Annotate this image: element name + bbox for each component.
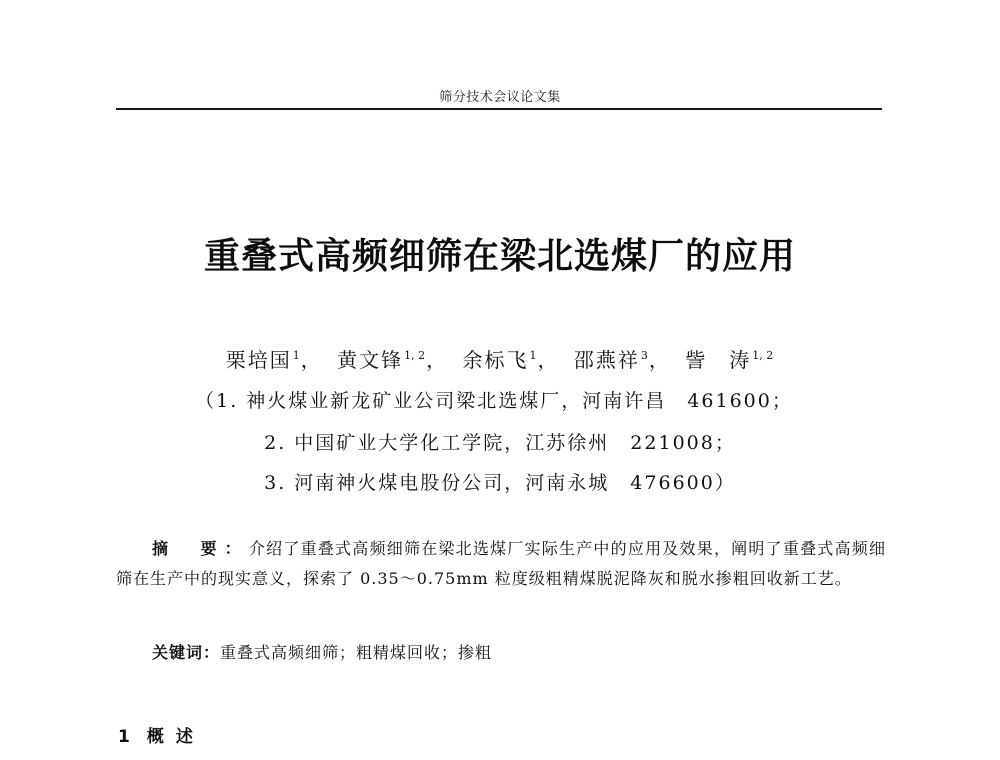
section-number: 1 <box>118 727 131 747</box>
author-name: 訾 涛 <box>685 348 752 372</box>
author-list <box>0 344 1000 373</box>
author-affiliation-mark: 1, 2 <box>752 349 774 363</box>
abstract-text: 介绍了重叠式高频细筛在梁北选煤厂实际生产中的应用及效果，阐明了重叠式高频细筛在生产中的现实意义，探索了 0.35～0.75mm 粒度级粗精煤脱泥降灰和脱水掺粗回收新工艺。 <box>116 539 886 588</box>
abstract-block <box>116 534 886 594</box>
header-rule <box>116 108 882 110</box>
author-affiliation-mark: 1 <box>529 349 537 363</box>
paper-title: 重叠式高频细筛在梁北选煤厂的应用 <box>203 236 796 277</box>
author-separator: ， <box>537 348 560 372</box>
section-title: 概述 <box>146 727 205 747</box>
author-separator: ， <box>426 348 449 372</box>
author-affiliation-mark: 1 <box>292 349 300 363</box>
author-name: 黄文锋 <box>337 348 404 372</box>
keywords-label: 关键词： <box>152 643 221 662</box>
affiliation-2 <box>0 428 1000 455</box>
author-affiliation-mark: 3 <box>640 349 648 363</box>
author-name: 余标飞 <box>462 348 529 372</box>
affiliation-1 <box>0 386 1000 413</box>
affiliation-text: 3. 河南神火煤电股份公司，河南永城 476600） <box>264 472 736 494</box>
affiliation-text: 2. 中国矿业大学化工学院，江苏徐州 221008； <box>264 432 736 454</box>
author-affiliation-mark: 1, 2 <box>404 349 426 363</box>
keywords-text: 重叠式高频细筛；粗精煤回收；掺粗 <box>220 643 493 662</box>
author-separator: ， <box>648 348 671 372</box>
keywords-block <box>152 640 492 663</box>
affiliation-text: （1. 神火煤业新龙矿业公司梁北选煤厂，河南许昌 461600； <box>195 390 793 412</box>
section-heading <box>118 722 205 747</box>
author-separator: ， <box>300 348 323 372</box>
author-name: 栗培国 <box>225 348 292 372</box>
affiliation-3 <box>0 468 1000 495</box>
author-name: 邵燕祥 <box>573 348 640 372</box>
abstract-label: 摘 要： <box>152 539 249 558</box>
running-header: 筛分技术会议论文集 <box>439 90 561 105</box>
